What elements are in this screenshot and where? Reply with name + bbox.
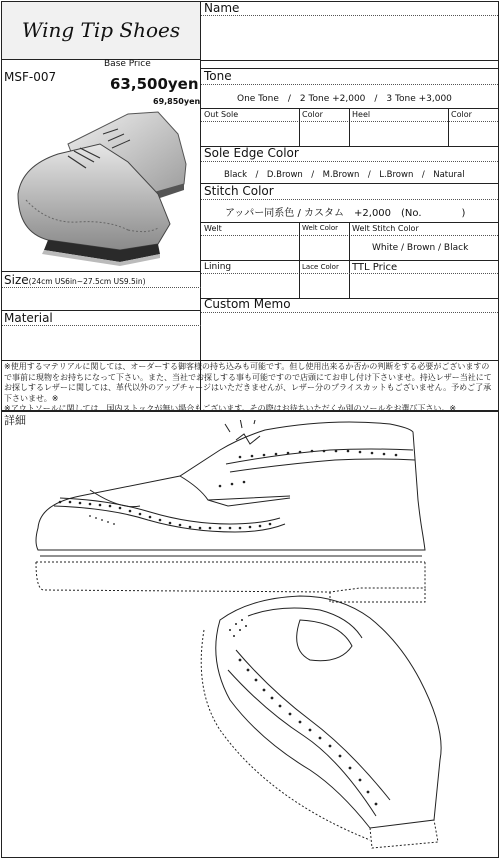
sole-edge-label: Sole Edge Color — [204, 146, 299, 160]
model-code: MSF-007 — [4, 70, 57, 84]
heel-label: Heel — [352, 110, 371, 119]
out-sole-color-label: Color — [302, 110, 323, 119]
lining-label: Lining — [204, 262, 232, 272]
lace-color-label: Lace Color — [302, 263, 339, 271]
product-title: Wing Tip Shoes — [21, 18, 181, 42]
material-field[interactable] — [3, 326, 199, 359]
tax-price: 69,850yen — [153, 97, 201, 106]
out-sole-label: Out Sole — [204, 110, 239, 119]
ttl-price-field[interactable] — [350, 274, 497, 297]
custom-memo-label: Custom Memo — [204, 297, 291, 311]
base-price: 63,500yen — [110, 75, 199, 93]
column-divider — [200, 2, 201, 410]
material-label: Material — [4, 311, 53, 325]
welt-stitch-options[interactable]: White / Brown / Black — [372, 243, 469, 253]
tone-label: Tone — [204, 69, 232, 83]
name-field[interactable] — [202, 16, 497, 60]
welt-color-label: Welt Color — [302, 224, 339, 232]
heel-color-label: Color — [451, 110, 472, 119]
notes — [4, 362, 496, 415]
shoe-photo — [8, 104, 196, 270]
custom-memo-field[interactable] — [202, 313, 497, 359]
size-field[interactable] — [3, 288, 199, 308]
title-box — [2, 2, 200, 60]
note-materials: ※使用するマテリアルに関しては、オーダーする御客様の持ち込みも可能です。但し使用出来るか否かの判断をする必要がございますので事前に現物をお持ちになって下さい。また、当社でお探しする事も可能ですので店頭にてお申し付け下さいませ。持込レザー当社にてお探しするレザーに関しては、革代以外のアップチャージはいただきませんが、レザー分のプライスカットもございません。予めご了承下さいませ。※ — [4, 362, 492, 403]
size-label-text: Size — [4, 273, 29, 287]
tone-options[interactable]: One Tone / 2 Tone +2,000 / 3 Tone +3,000 — [237, 94, 452, 104]
sole-edge-options[interactable]: Black / D.Brown / M.Brown / L.Brown / Natural — [224, 170, 465, 180]
note-outsole: ※アウトソールに関しては、国内ストックが無い場合もございます。その際はお待ちいただくか別のソールをお選び下さい。※ — [4, 404, 457, 413]
shoe-top-diagram — [190, 590, 460, 852]
stitch-color-options[interactable]: アッパー同系色 / カスタム +2,000 (No. ) — [225, 208, 466, 219]
name-label: Name — [204, 1, 240, 15]
detail-label: 詳細 — [4, 414, 26, 427]
size-range-note: (24cm US6in~27.5cm US9.5in) — [28, 277, 146, 286]
size-label — [4, 273, 146, 287]
welt-stitch-color-label: Welt Stitch Color — [352, 224, 419, 233]
heel-field[interactable] — [350, 122, 447, 145]
ttl-price-label: TTL Price — [352, 262, 398, 273]
welt-label: Welt — [204, 224, 222, 233]
base-price-label: Base Price — [104, 59, 151, 69]
shoe-side-diagram — [30, 420, 460, 605]
out-sole-field[interactable] — [202, 122, 298, 145]
stitch-color-label: Stitch Color — [204, 184, 274, 198]
